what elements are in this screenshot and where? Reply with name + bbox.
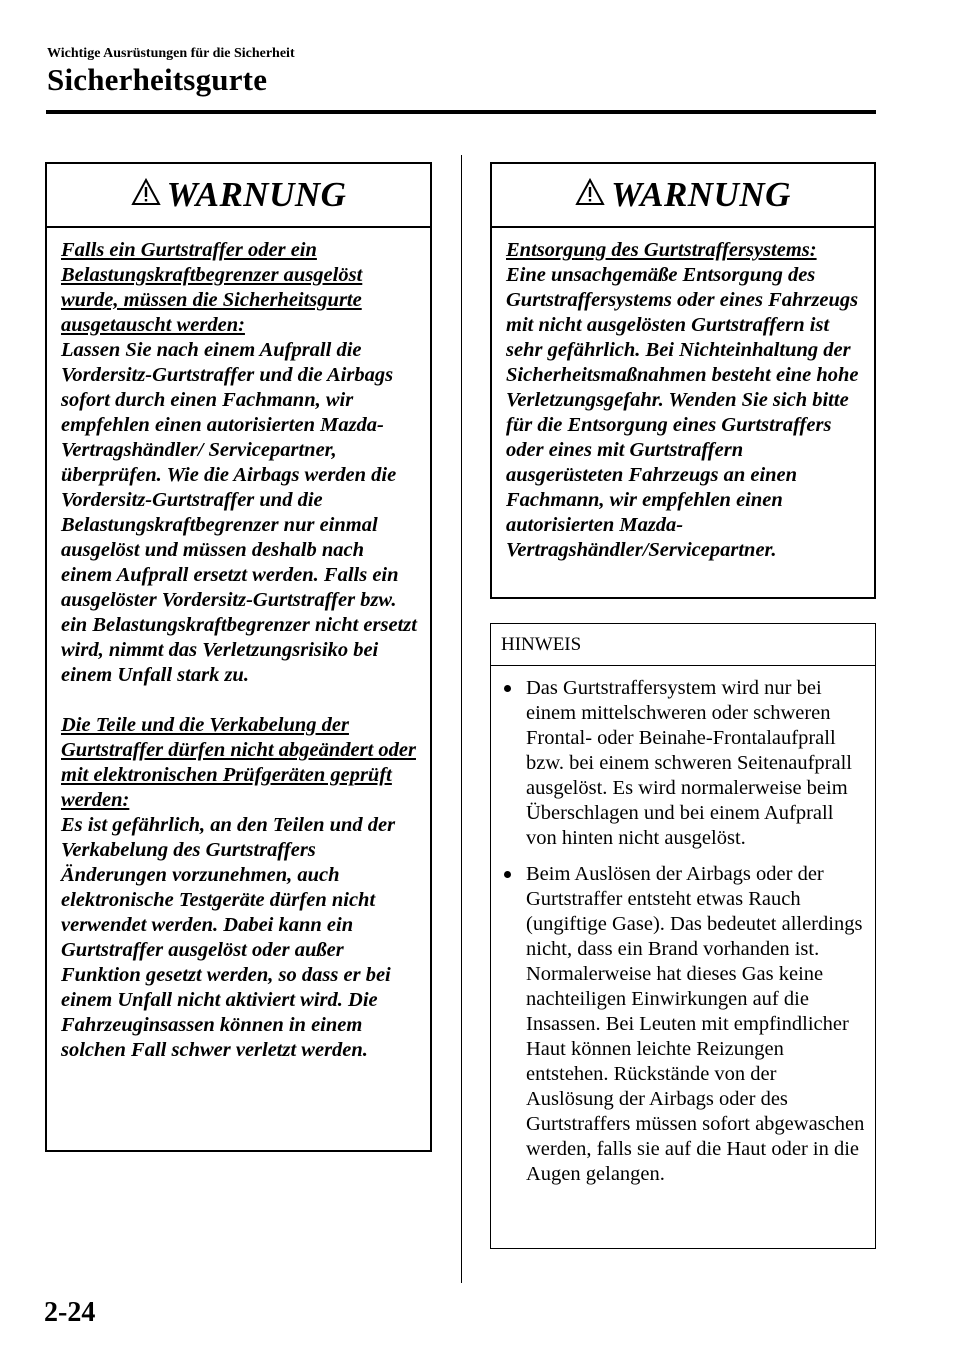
warning-body (492, 228, 874, 575)
note-title: HINWEIS (491, 624, 875, 666)
warning-box-left (45, 162, 432, 1152)
warning-header (47, 164, 430, 228)
warning-title: WARNUNG (166, 175, 347, 214)
bullet-icon (504, 871, 511, 878)
warning-text: Eine unsachgemäße Entsorgung des Gurtstraffersystems oder eines Fahrzeugs mit nicht ausgelösten Gurtstraffern ist sehr gefährlich. Bei Nichteinhaltung der Sicherheitsmaßnahmen besteht eine hohe Verletzungsgefahr. Wenden Sie sich bitte für die Entsorgung eines Gurtstraffers oder eines mit Gurtstraffern ausgerüsteten Fahrzeugs an einen Fachmann, wir empfehlen einen autorisierten Mazda-Vertragshändler/Servicepartner. (506, 264, 859, 561)
warning-heading: Entsorgung des Gurtstraffersystems: (506, 239, 817, 261)
warning-title: WARNUNG (611, 175, 791, 214)
header-rule (46, 110, 876, 114)
note-body (491, 666, 875, 1197)
warning-body (47, 228, 430, 1075)
column-divider (461, 155, 462, 1283)
page-title: Sicherheitsgurte (47, 62, 268, 97)
note-box (490, 623, 876, 1249)
note-item (501, 676, 867, 851)
warning-heading: Die Teile und die Verkabelung der Gurtstraffer dürfen nicht abgeändert oder mit elektronischen Prüfgeräten geprüft werden: (61, 714, 416, 811)
note-item-text: Das Gurtstraffersystem wird nur bei einem mittelschweren oder schweren Frontal- oder Beinahe-Frontalaufprall bzw. bei einem schweren Seitenaufprall ausgelöst. Es wird normalerweise beim Überschlagen und bei einem Aufprall von hinten nicht ausgelöst. (526, 677, 852, 849)
section-label: Wichtige Ausrüstungen für die Sicherheit (47, 46, 295, 61)
warning-triangle-icon (575, 178, 605, 206)
note-item (501, 862, 867, 1187)
warning-text: Es ist gefährlich, an den Teilen und der Verkabelung des Gurtstraffers Änderungen vorzunehmen, auch elektronische Testgeräte dürfen nicht verwendet werden. Dabei kann ein Gurtstraffer ausgelöst oder außer Funktion gesetzt werden, so dass er bei einem Unfall nicht aktiviert wird. Die Fahrzeuginsassen können in einem solchen Fall schwer verletzt werden. (61, 814, 396, 1061)
bullet-icon (504, 685, 511, 692)
warning-heading: Falls ein Gurtstraffer oder ein Belastungskraftbegrenzer ausgelöst wurde, müssen die Sicherheitsgurte ausgetauscht werden: (61, 239, 363, 336)
warning-text: Lassen Sie nach einem Aufprall die Vordersitz-Gurtstraffer und die Airbags sofort durch einen Fachmann, wir empfehlen einen autorisierten Mazda-Vertragshändler/ Servicepartner, überprüfen. Wie die Airbags werden die Vordersitz-Gurtstraffer und die Belastungskraftbegrenzer nur einmal ausgelöst und müssen deshalb nach einem Aufprall ersetzt werden. Falls ein ausgelöster Vordersitz-Gurtstraffer bzw. ein Belastungskraftbegrenzer nicht ersetzt wird, nimmt das Verletzungsrisiko bei einem Unfall stark zu. (61, 339, 417, 686)
warning-box-right (490, 162, 876, 599)
warning-header (492, 164, 874, 228)
note-item-text: Beim Auslösen der Airbags oder der Gurtstraffer entsteht etwas Rauch (ungiftige Gase). Das bedeutet allerdings nicht, dass ein Brand vorhanden ist. Normalerweise hat dieses Gas keine nachteiligen Einwirkungen auf die Insassen. Bei Leuten mit empfindlicher Haut können leichte Reizungen entstehen. Rückstände von der Auslösung der Airbags oder des Gurtstraffers müssen sofort abgewaschen werden, falls sie auf die Haut oder in die Augen gelangen. (526, 863, 865, 1185)
warning-triangle-icon (131, 178, 161, 206)
page-number: 2-24 (44, 1297, 96, 1328)
